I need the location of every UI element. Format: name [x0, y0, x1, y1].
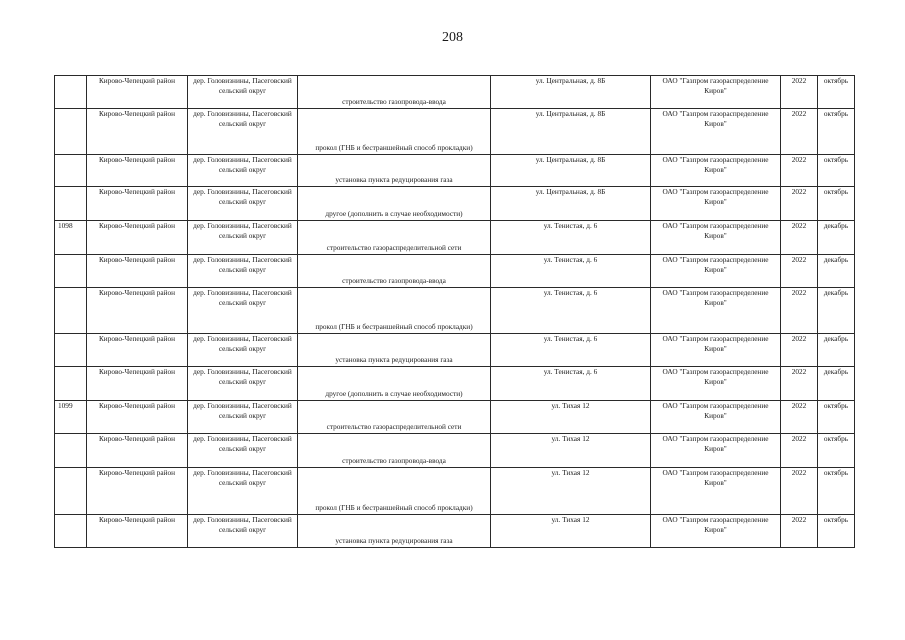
cell-address: ул. Центральная, д. 8Б: [491, 155, 651, 187]
cell-month: декабрь: [818, 288, 855, 334]
cell-district: Кирово-Чепецкий район: [87, 109, 188, 155]
cell-address: ул. Центральная, д. 8Б: [491, 109, 651, 155]
cell-work-type: прокол (ГНБ и бестраншейный способ прокладки): [298, 109, 491, 155]
cell-organization: ОАО "Газпром газораспределение Киров": [651, 221, 781, 255]
cell-work-type: другое (дополнить в случае необходимости): [298, 367, 491, 401]
cell-year: 2022: [781, 187, 818, 221]
cell-work-type: строительство газораспределительной сети: [298, 221, 491, 255]
cell-year: 2022: [781, 255, 818, 288]
cell-year: 2022: [781, 334, 818, 367]
cell-month: декабрь: [818, 255, 855, 288]
cell-district: Кирово-Чепецкий район: [87, 187, 188, 221]
table-row: [55, 434, 855, 468]
cell-work-type: установка пункта редуцирования газа: [298, 515, 491, 548]
cell-locality: дер. Головизнины, Пасеговский сельский округ: [188, 401, 298, 434]
cell-work-type: установка пункта редуцирования газа: [298, 334, 491, 367]
cell-district: Кирово-Чепецкий район: [87, 76, 188, 109]
cell-year: 2022: [781, 155, 818, 187]
table-row: [55, 76, 855, 109]
cell-year: 2022: [781, 468, 818, 515]
table-row: [55, 187, 855, 221]
cell-district: Кирово-Чепецкий район: [87, 334, 188, 367]
cell-locality: дер. Головизнины, Пасеговский сельский округ: [188, 515, 298, 548]
cell-organization: ОАО "Газпром газораспределение Киров": [651, 401, 781, 434]
cell-address: ул. Тихая 12: [491, 468, 651, 515]
cell-locality: дер. Головизнины, Пасеговский сельский округ: [188, 367, 298, 401]
cell-year: 2022: [781, 221, 818, 255]
cell-district: Кирово-Чепецкий район: [87, 434, 188, 468]
table-row: [55, 401, 855, 434]
cell-locality: дер. Головизнины, Пасеговский сельский округ: [188, 334, 298, 367]
cell-month: декабрь: [818, 334, 855, 367]
cell-district: Кирово-Чепецкий район: [87, 288, 188, 334]
table-row: [55, 468, 855, 515]
cell-year: 2022: [781, 515, 818, 548]
cell-number: [55, 187, 87, 221]
cell-organization: ОАО "Газпром газораспределение Киров": [651, 288, 781, 334]
cell-district: Кирово-Чепецкий район: [87, 515, 188, 548]
table-row: [55, 155, 855, 187]
cell-year: 2022: [781, 367, 818, 401]
cell-address: ул. Тенистая, д. 6: [491, 288, 651, 334]
cell-number: [55, 76, 87, 109]
cell-address: ул. Тихая 12: [491, 401, 651, 434]
table-row: [55, 109, 855, 155]
cell-organization: ОАО "Газпром газораспределение Киров": [651, 155, 781, 187]
cell-locality: дер. Головизнины, Пасеговский сельский округ: [188, 434, 298, 468]
cell-locality: дер. Головизнины, Пасеговский сельский округ: [188, 76, 298, 109]
cell-number: 1098: [55, 221, 87, 255]
cell-number: [55, 109, 87, 155]
cell-organization: ОАО "Газпром газораспределение Киров": [651, 187, 781, 221]
cell-locality: дер. Головизнины, Пасеговский сельский округ: [188, 255, 298, 288]
cell-year: 2022: [781, 76, 818, 109]
cell-month: октябрь: [818, 468, 855, 515]
cell-work-type: строительство газопровода-ввода: [298, 255, 491, 288]
document-table: [54, 75, 855, 548]
cell-address: ул. Тенистая, д. 6: [491, 255, 651, 288]
table-row: [55, 334, 855, 367]
cell-address: ул. Тихая 12: [491, 434, 651, 468]
cell-month: октябрь: [818, 187, 855, 221]
cell-district: Кирово-Чепецкий район: [87, 468, 188, 515]
cell-number: [55, 434, 87, 468]
cell-locality: дер. Головизнины, Пасеговский сельский округ: [188, 155, 298, 187]
table-row: [55, 288, 855, 334]
cell-locality: дер. Головизнины, Пасеговский сельский округ: [188, 109, 298, 155]
cell-district: Кирово-Чепецкий район: [87, 401, 188, 434]
cell-month: октябрь: [818, 401, 855, 434]
cell-organization: ОАО "Газпром газораспределение Киров": [651, 255, 781, 288]
cell-month: октябрь: [818, 155, 855, 187]
cell-address: ул. Тихая 12: [491, 515, 651, 548]
cell-work-type: строительство газораспределительной сети: [298, 401, 491, 434]
cell-year: 2022: [781, 109, 818, 155]
cell-number: [55, 155, 87, 187]
table-row: [55, 221, 855, 255]
table-row: [55, 515, 855, 548]
page-number: 208: [442, 30, 463, 45]
table-row: [55, 367, 855, 401]
cell-work-type: другое (дополнить в случае необходимости): [298, 187, 491, 221]
cell-work-type: строительство газопровода-ввода: [298, 76, 491, 109]
cell-district: Кирово-Чепецкий район: [87, 367, 188, 401]
cell-number: [55, 288, 87, 334]
cell-month: октябрь: [818, 515, 855, 548]
cell-number: [55, 255, 87, 288]
table-row: [55, 255, 855, 288]
cell-month: октябрь: [818, 109, 855, 155]
cell-month: декабрь: [818, 367, 855, 401]
cell-work-type: прокол (ГНБ и бестраншейный способ прокладки): [298, 288, 491, 334]
cell-locality: дер. Головизнины, Пасеговский сельский округ: [188, 221, 298, 255]
cell-locality: дер. Головизнины, Пасеговский сельский округ: [188, 187, 298, 221]
cell-work-type: строительство газопровода-ввода: [298, 434, 491, 468]
cell-locality: дер. Головизнины, Пасеговский сельский округ: [188, 288, 298, 334]
cell-organization: ОАО "Газпром газораспределение Киров": [651, 367, 781, 401]
cell-number: [55, 468, 87, 515]
cell-year: 2022: [781, 288, 818, 334]
cell-organization: ОАО "Газпром газораспределение Киров": [651, 109, 781, 155]
cell-work-type: прокол (ГНБ и бестраншейный способ прокладки): [298, 468, 491, 515]
cell-organization: ОАО "Газпром газораспределение Киров": [651, 76, 781, 109]
cell-district: Кирово-Чепецкий район: [87, 155, 188, 187]
cell-month: октябрь: [818, 434, 855, 468]
cell-address: ул. Центральная, д. 8Б: [491, 187, 651, 221]
cell-address: ул. Центральная, д. 8Б: [491, 76, 651, 109]
cell-number: [55, 334, 87, 367]
cell-address: ул. Тенистая, д. 6: [491, 334, 651, 367]
cell-number: 1099: [55, 401, 87, 434]
cell-number: [55, 515, 87, 548]
cell-address: ул. Тенистая, д. 6: [491, 367, 651, 401]
cell-year: 2022: [781, 401, 818, 434]
cell-year: 2022: [781, 434, 818, 468]
cell-organization: ОАО "Газпром газораспределение Киров": [651, 334, 781, 367]
table-body: [55, 76, 855, 548]
cell-organization: ОАО "Газпром газораспределение Киров": [651, 515, 781, 548]
cell-number: [55, 367, 87, 401]
cell-work-type: установка пункта редуцирования газа: [298, 155, 491, 187]
cell-district: Кирово-Чепецкий район: [87, 221, 188, 255]
cell-district: Кирово-Чепецкий район: [87, 255, 188, 288]
cell-organization: ОАО "Газпром газораспределение Киров": [651, 468, 781, 515]
cell-organization: ОАО "Газпром газораспределение Киров": [651, 434, 781, 468]
cell-month: октябрь: [818, 76, 855, 109]
cell-month: декабрь: [818, 221, 855, 255]
cell-address: ул. Тенистая, д. 6: [491, 221, 651, 255]
cell-locality: дер. Головизнины, Пасеговский сельский округ: [188, 468, 298, 515]
